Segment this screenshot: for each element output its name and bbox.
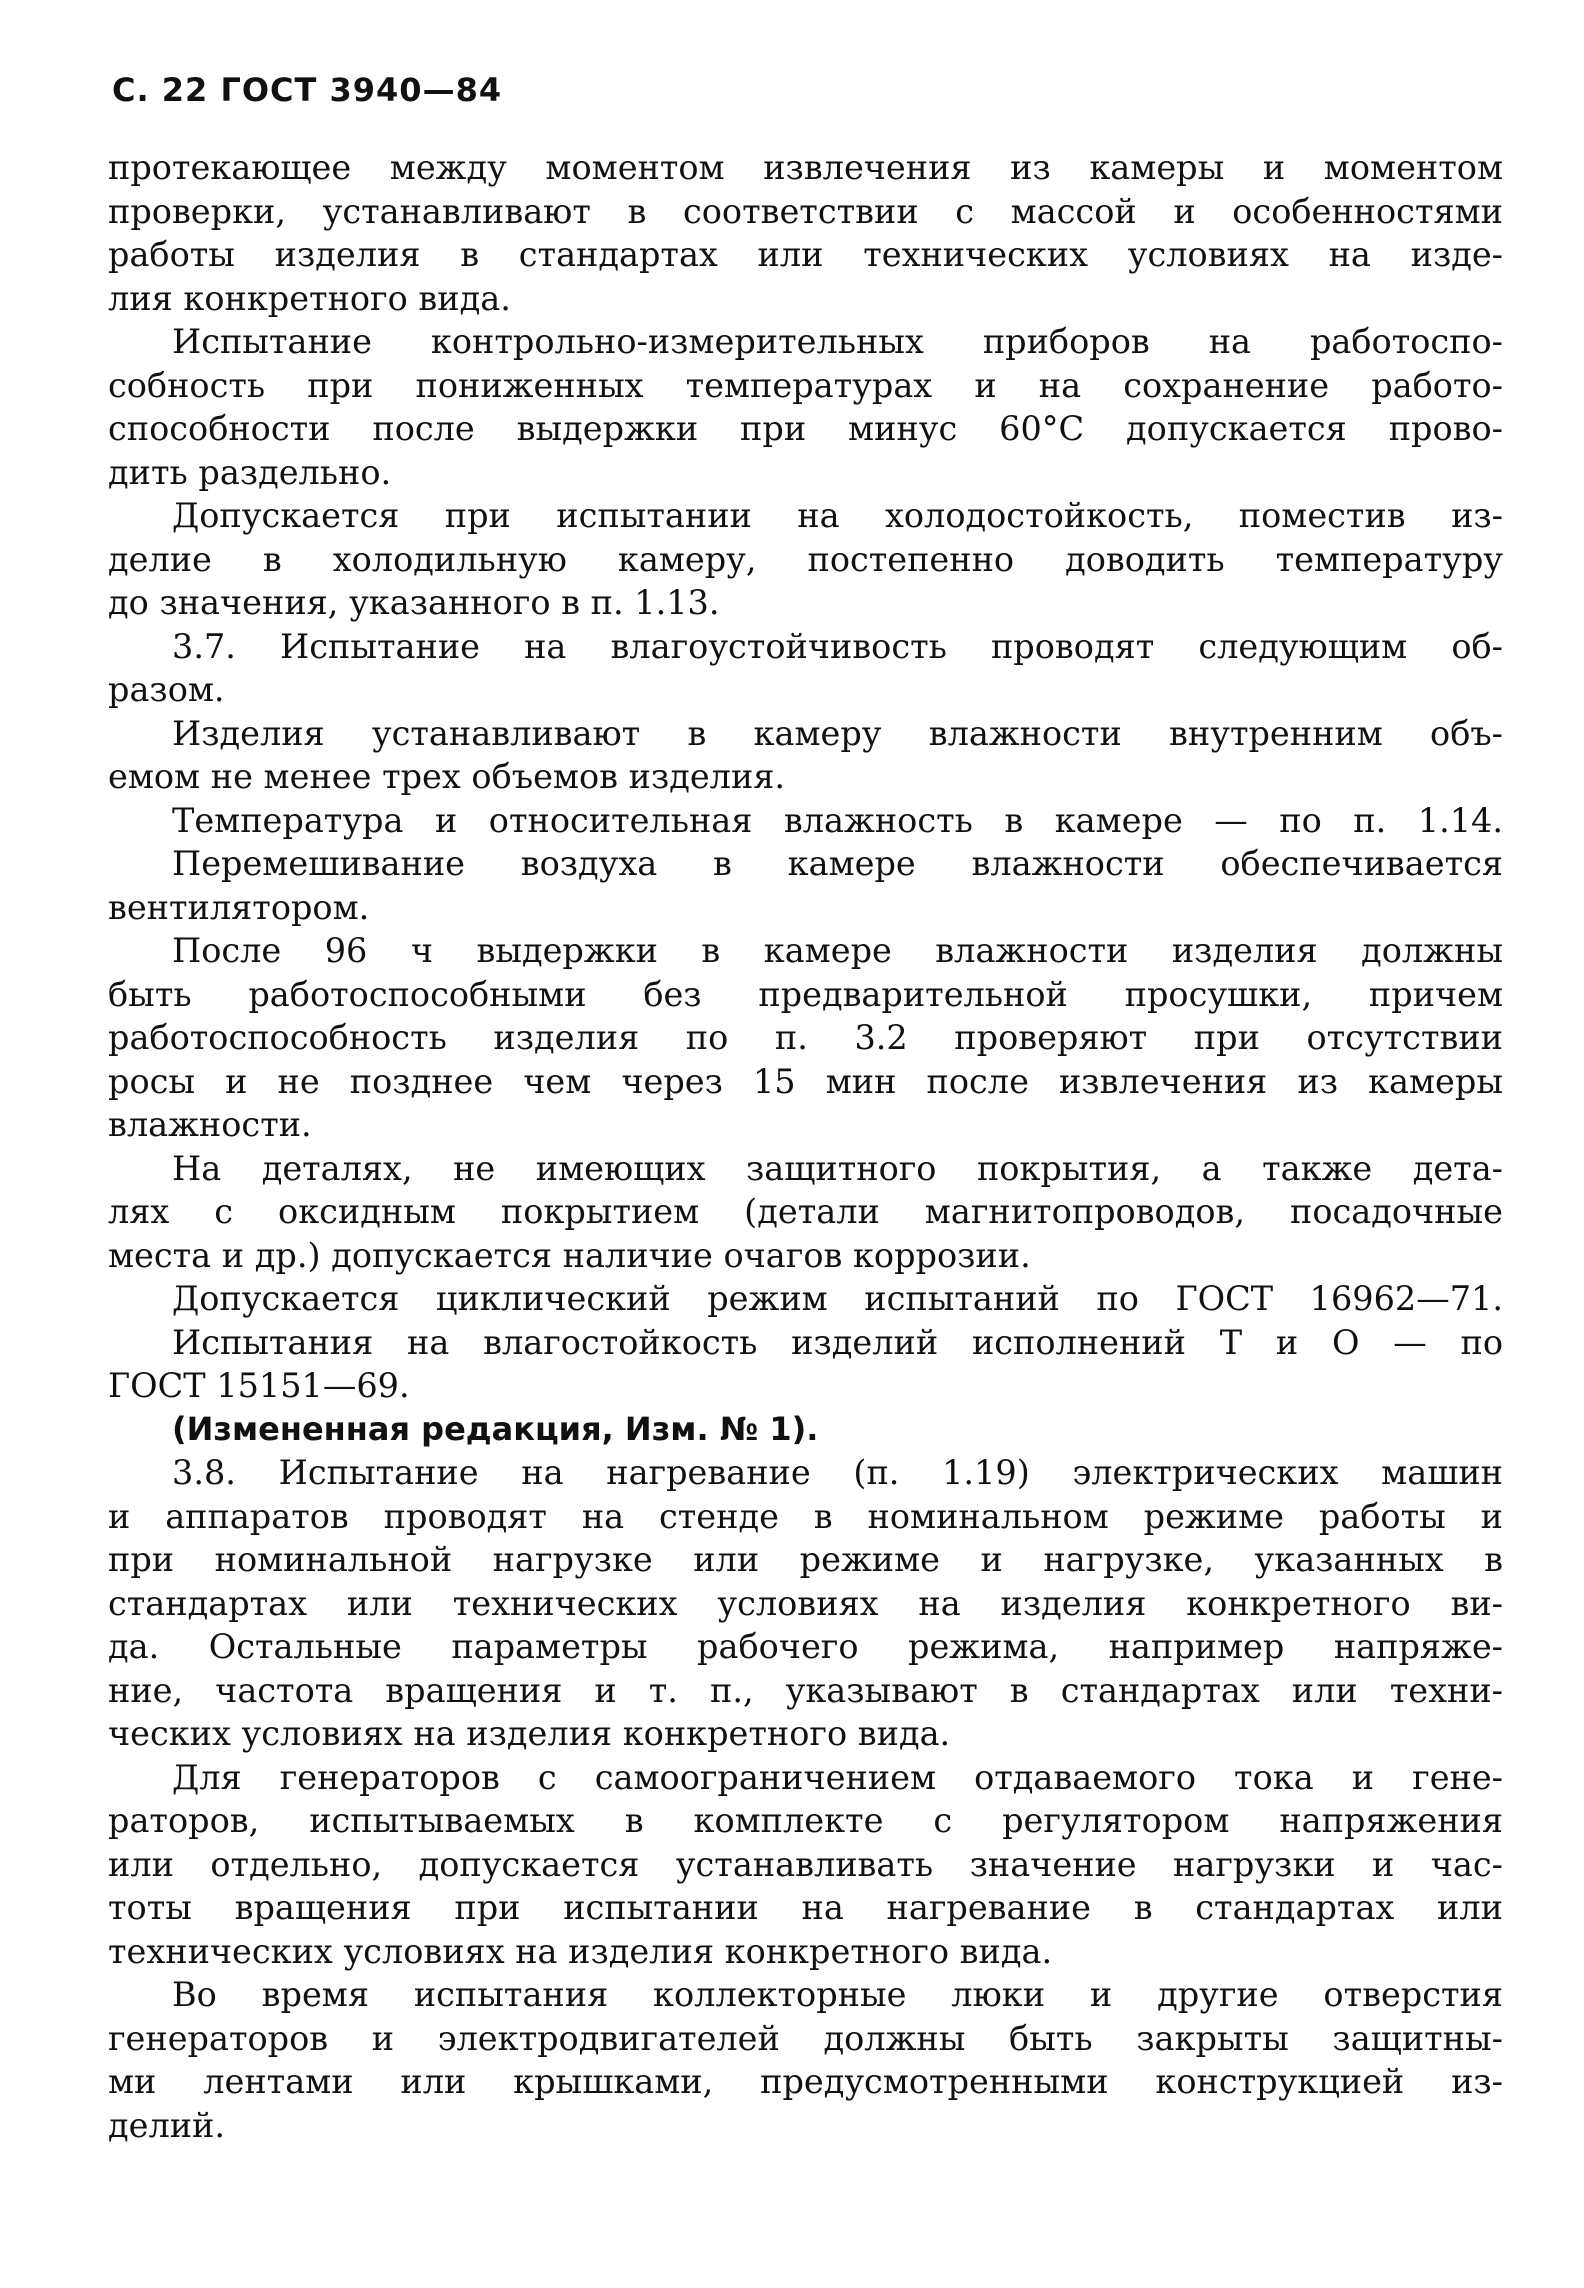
document-page [108,70,1503,2147]
text-line: вентилятором. [108,887,370,927]
text-line: работоспособность изделия по п. 3.2 проверяют при отсутствии [108,1018,1503,1057]
text-line: раторов, испытываемых в комплекте с регулятором напряжения [108,1801,1503,1840]
text-line: Допускается циклический режим испытаний по ГОСТ 16962—71. [172,1279,1503,1318]
text-line: работы изделия в стандартах или технических условиях на изде- [108,235,1503,274]
text-line: разом. [108,670,225,709]
text-line: ние, частота вращения и т. п., указывают в стандартах или техни- [108,1670,1503,1710]
running-header: С. 22 ГОСТ 3940—84 [112,71,503,109]
text-line: Для генераторов с самоограничением отдаваемого тока и гене- [172,1757,1503,1797]
text-line: или отдельно, допускается устанавливать значение нагрузки и час- [108,1844,1503,1884]
text-line: На деталях, не имеющих защитного покрытия, а также дета- [172,1148,1503,1188]
text-line: лия конкретного вида. [108,278,511,318]
text-line: при номинальной нагрузке или режиме и нагрузке, указанных в [108,1540,1503,1579]
text-line: да. Остальные параметры рабочего режима, например напряже- [108,1627,1503,1666]
text-line: ГОСТ 15151—69. [108,1366,410,1405]
text-line: Изделия устанавливают в камеру влажности внутренним объ- [172,713,1503,753]
text-line: Допускается при испытании на холодостойкость, поместив из- [172,496,1503,535]
text-line: Перемешивание воздуха в камере влажности обеспечивается [172,844,1503,883]
text-line: ческих условиях на изделия конкретного вида. [108,1714,951,1753]
text-line: тоты вращения при испытании на нагревание в стандартах или [108,1888,1503,1927]
text-line: способности после выдержки при минус 60°С допускается прово- [108,409,1503,448]
text-line: стандартах или технических условиях на изделия конкретного ви- [108,1583,1503,1623]
text-line: влажности. [108,1105,312,1144]
text-line: дить раздельно. [108,452,392,492]
text-line: проверки, устанавливают в соответствии с массой и особенностями [108,191,1503,231]
text-line: емом не менее трех объемов изделия. [108,757,786,796]
text-line: Испытания на влагостойкость изделий исполнений Т и О — по [172,1322,1503,1362]
text-line: После 96 ч выдержки в камере влажности изделия должны [172,931,1503,970]
text-line: 3.8. Испытание на нагревание (п. 1.19) электрических машин [172,1453,1503,1492]
text-line: ми лентами или крышками, предусмотренными конструкцией из- [108,2062,1503,2101]
amendment-note: (Измененная редакция, Изм. № 1). [172,1409,819,1448]
text-line: Во время испытания коллекторные люки и другие отверстия [172,1975,1503,2014]
text-line: делие в холодильную камеру, постепенно доводить температуру [108,539,1503,579]
text-line: технических условиях на изделия конкретного вида. [108,1931,1053,1971]
text-line: быть работоспособными без предварительной просушки, причем [108,974,1503,1014]
text-line: 3.7. Испытание на влагоустойчивость проводят следующим об- [172,626,1503,666]
text-line: лях с оксидным покрытием (детали магнитопроводов, посадочные [108,1192,1503,1231]
text-line: до значения, указанного в п. 1.13. [108,583,720,622]
text-line: генераторов и электродвигателей должны быть закрыты защитны- [108,2018,1503,2058]
body-text [108,146,1503,2147]
text-line: места и др.) допускается наличие очагов коррозии. [108,1235,1031,1275]
text-line: делий. [108,2105,226,2145]
text-line: Температура и относительная влажность в камере — по п. 1.14. [172,800,1503,840]
text-line: протекающее между моментом извлечения из камеры и моментом [108,148,1503,187]
text-line: собность при пониженных температурах и на сохранение работо- [108,365,1503,405]
text-line: и аппаратов проводят на стенде в номинальном режиме работы и [108,1496,1503,1536]
text-line: росы и не позднее чем через 15 мин после извлечения из камеры [108,1061,1503,1101]
text-line: Испытание контрольно-измерительных приборов на работоспо- [172,322,1503,361]
